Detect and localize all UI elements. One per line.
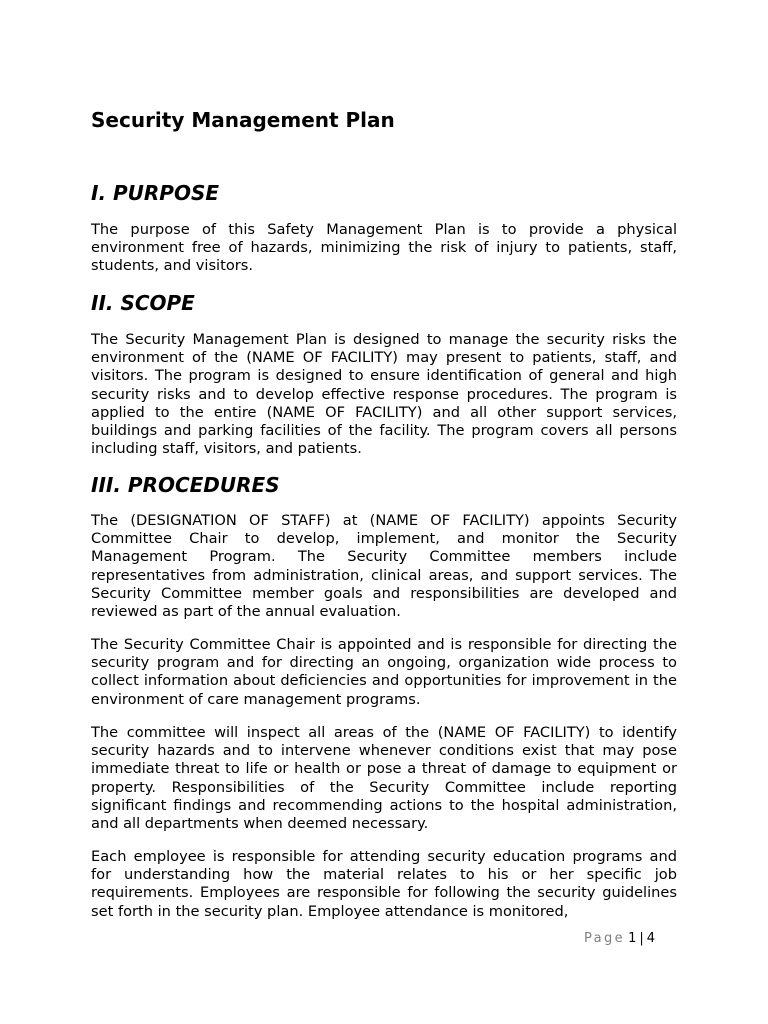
procedures-paragraph-3: The committee will inspect all areas of the (NAME OF FACILITY) to identify security hazards and to intervene whenever conditions exist that may pose immediate threat to life or health or pose a threat of damage to equipment or property. Responsibilities of the Security Committee include reporting significant findings and recommending actions to the hospital administration, and all departments when deemed necessary.	[91, 724, 677, 833]
page-footer	[584, 930, 655, 948]
document-page	[91, 0, 677, 1024]
scope-paragraph: The Security Management Plan is designed to manage the security risks the environment of the (NAME OF FACILITY) may present to patients, staff, and visitors. The program is designed to ensure identification of general and high security risks and to develop effective response procedures. The program is applied to the entire (NAME OF FACILITY) and all other support services, buildings and parking facilities of the facility. The program covers all persons including staff, visitors, and patients.	[91, 331, 677, 458]
purpose-paragraph: The purpose of this Safety Management Plan is to provide a physical environment free of hazards, minimizing the risk of injury to patients, staff, students, and visitors.	[91, 221, 677, 275]
procedures-paragraph-2: The Security Committee Chair is appointed and is responsible for directing the security program and for directing an ongoing, organization wide process to collect information about deficiencies and opportunities for improvement in the environment of care management programs.	[91, 636, 677, 708]
procedures-paragraph-1: The (DESIGNATION OF STAFF) at (NAME OF FACILITY) appoints Security Committee Chair to develop, implement, and monitor the Security Management Program. The Security Committee members include representatives from administration, clinical areas, and support services. The Security Committee member goals and responsibilities are developed and reviewed as part of the annual evaluation.	[91, 512, 677, 621]
current-page-number: 1	[628, 931, 637, 946]
procedures-paragraph-4: Each employee is responsible for attending security education programs and for understanding how the material relates to his or her specific job requirements. Employees are responsible for following the security guidelines set forth in the security plan. Employee attendance is monitored,	[91, 848, 677, 920]
section-heading-procedures: III. PROCEDURES	[91, 473, 280, 497]
page-label: Page	[584, 931, 626, 946]
document-title: Security Management Plan	[91, 108, 395, 132]
section-heading-scope: II. SCOPE	[91, 291, 195, 315]
page-separator: |	[639, 931, 644, 946]
section-heading-purpose: I. PURPOSE	[91, 181, 220, 205]
total-pages-number: 4	[646, 931, 656, 946]
